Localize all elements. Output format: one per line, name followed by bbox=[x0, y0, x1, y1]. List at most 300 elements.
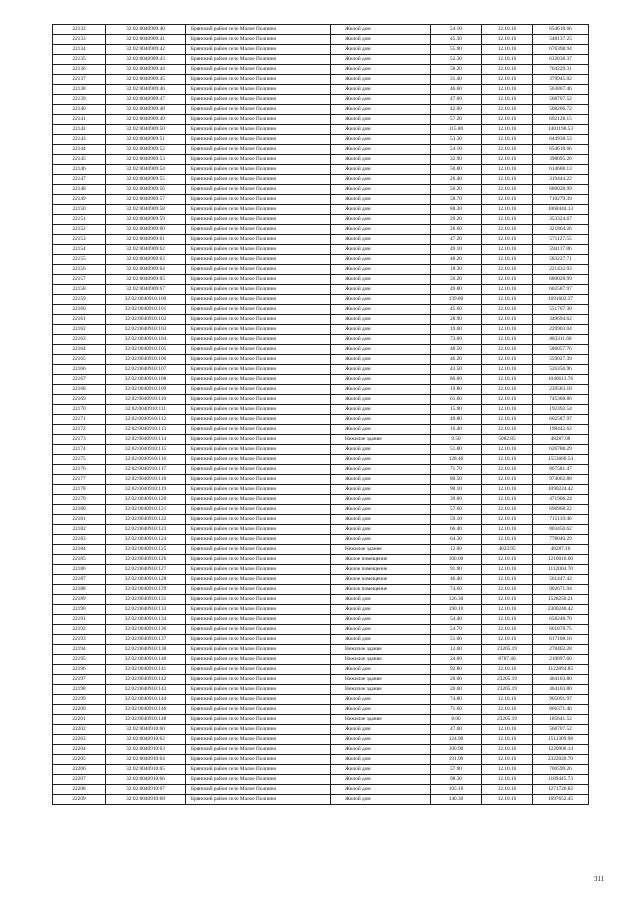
cell-cadastral-value: 349694.62 bbox=[533, 315, 589, 325]
cell-row-number: 22202 bbox=[53, 725, 106, 735]
cell-row-number: 22193 bbox=[53, 635, 106, 645]
cell-row-number: 22149 bbox=[53, 195, 106, 205]
cell-row-number: 22142 bbox=[53, 125, 106, 135]
cell-rate: 12.10.16 bbox=[482, 115, 533, 125]
cell-address: Брянский район село Малое Полпино bbox=[186, 95, 331, 105]
cell-row-number: 22157 bbox=[53, 275, 106, 285]
cell-cadastral-number: 32:02:0040909:45 bbox=[106, 75, 186, 85]
cell-cadastral-value: 704229.31 bbox=[533, 65, 589, 75]
table-row bbox=[53, 795, 589, 805]
cell-area: 74.60 bbox=[431, 585, 482, 595]
cell-address: Брянский район село Малое Полпино bbox=[186, 575, 331, 585]
cell-area: 190.10 bbox=[431, 605, 482, 615]
cell-rate: 12.10.16 bbox=[482, 95, 533, 105]
cell-cadastral-number: 32:02:0040910:114 bbox=[106, 435, 186, 445]
cell-rate: 12.10.16 bbox=[482, 345, 533, 355]
table-row bbox=[53, 575, 589, 585]
cell-address: Брянский район село Малое Полпино bbox=[186, 425, 331, 435]
cell-rate: 12.10.16 bbox=[482, 125, 533, 135]
cell-address: Брянский район село Малое Полпино bbox=[186, 205, 331, 215]
cell-area: 16.40 bbox=[431, 425, 482, 435]
table-row bbox=[53, 245, 589, 255]
cell-object-type: Жилой дом bbox=[331, 705, 431, 715]
cell-cadastral-number: 32:02:0040910:125 bbox=[106, 545, 186, 555]
table-row bbox=[53, 585, 589, 595]
cell-area: 139.80 bbox=[431, 295, 482, 305]
cell-object-type: Жилой дом bbox=[331, 325, 431, 335]
cell-row-number: 22139 bbox=[53, 95, 106, 105]
cell-cadastral-number: 32:02:0040910:128 bbox=[106, 575, 186, 585]
cell-cadastral-number: 32:02:0040909:51 bbox=[106, 135, 186, 145]
cell-address: Брянский район село Малое Полпино bbox=[186, 335, 331, 345]
cell-rate: 12.10.16 bbox=[482, 765, 533, 775]
cell-object-type: Жилой дом bbox=[331, 135, 431, 145]
cell-cadastral-value: 526356.96 bbox=[533, 365, 589, 375]
cell-object-type: Жилой дом bbox=[331, 35, 431, 45]
cell-object-type: Жилой дом bbox=[331, 345, 431, 355]
cell-cadastral-value: 210897.60 bbox=[533, 655, 589, 665]
cell-rate: 12.10.16 bbox=[482, 515, 533, 525]
cell-address: Брянский район село Малое Полпино bbox=[186, 585, 331, 595]
cell-rate: 4023.95 bbox=[482, 545, 533, 555]
cell-address: Брянский район село Малое Полпино bbox=[186, 695, 331, 705]
table-row bbox=[53, 345, 589, 355]
cell-area: 20.00 bbox=[431, 685, 482, 695]
cell-area: 51.80 bbox=[431, 445, 482, 455]
table-row bbox=[53, 65, 589, 75]
cell-cadastral-value: 867581.47 bbox=[533, 465, 589, 475]
cell-cadastral-value: 654618.66 bbox=[533, 25, 589, 35]
cell-row-number: 22206 bbox=[53, 765, 106, 775]
cell-rate: 23205.19 bbox=[482, 685, 533, 695]
cell-cadastral-value: 654618.66 bbox=[533, 145, 589, 155]
cell-rate: 5082.85 bbox=[482, 435, 533, 445]
cell-area: 47.20 bbox=[431, 235, 482, 245]
cell-cadastral-value: 563867.46 bbox=[533, 85, 589, 95]
cell-object-type: Жилой дом bbox=[331, 525, 431, 535]
cell-rate: 12.10.16 bbox=[482, 775, 533, 785]
cell-cadastral-value: 571127.55 bbox=[533, 235, 589, 245]
cell-cadastral-number: 32:02:0040910:142 bbox=[106, 675, 186, 685]
cell-cadastral-number: 32:02:0040909:49 bbox=[106, 115, 186, 125]
cell-cadastral-value: 221432.93 bbox=[533, 265, 589, 275]
cell-address: Брянский район село Малое Полпино bbox=[186, 105, 331, 115]
table-row bbox=[53, 355, 589, 365]
cell-cadastral-number: 32:02:0040910:111 bbox=[106, 405, 186, 415]
cell-object-type: Нежилое здание bbox=[331, 715, 431, 725]
cell-object-type: Жилой дом bbox=[331, 155, 431, 165]
cell-cadastral-number: 32:02:0040910:103 bbox=[106, 325, 186, 335]
table-row bbox=[53, 775, 589, 785]
cell-cadastral-value: 614688.13 bbox=[533, 165, 589, 175]
cell-cadastral-value: 1697652.45 bbox=[533, 795, 589, 805]
cell-cadastral-number: 32:02:0040909:44 bbox=[106, 65, 186, 75]
cell-object-type: Жилой дом bbox=[331, 665, 431, 675]
table-row bbox=[53, 745, 589, 755]
table-row bbox=[53, 45, 589, 55]
cell-object-type: Жилой дом bbox=[331, 355, 431, 365]
cell-row-number: 22145 bbox=[53, 155, 106, 165]
cell-row-number: 22144 bbox=[53, 145, 106, 155]
cell-cadastral-number: 32:02:0040909:46 bbox=[106, 85, 186, 95]
cell-row-number: 22185 bbox=[53, 555, 106, 565]
cell-rate: 12.10.16 bbox=[482, 495, 533, 505]
cell-area: 55.90 bbox=[431, 45, 482, 55]
cell-cadastral-value: 198442.62 bbox=[533, 425, 589, 435]
cell-area: 26.40 bbox=[431, 175, 482, 185]
table-row bbox=[53, 655, 589, 665]
cell-object-type: Жилой дом bbox=[331, 415, 431, 425]
cell-address: Брянский район село Малое Полпино bbox=[186, 25, 331, 35]
table-row bbox=[53, 85, 589, 95]
cell-area: 20.00 bbox=[431, 675, 482, 685]
cell-cadastral-value: 902671.94 bbox=[533, 585, 589, 595]
cell-area: 56.20 bbox=[431, 185, 482, 195]
cell-cadastral-value: 353324.67 bbox=[533, 215, 589, 225]
cell-cadastral-number: 32:02:0040909:54 bbox=[106, 165, 186, 175]
cell-address: Брянский район село Малое Полпино bbox=[186, 275, 331, 285]
cell-cadastral-value: 661878.75 bbox=[533, 625, 589, 635]
cell-rate: 12.10.16 bbox=[482, 335, 533, 345]
cell-row-number: 22163 bbox=[53, 335, 106, 345]
cell-cadastral-value: 745368.86 bbox=[533, 395, 589, 405]
cell-row-number: 22167 bbox=[53, 375, 106, 385]
cell-rate: 12.10.16 bbox=[482, 165, 533, 175]
cell-row-number: 22164 bbox=[53, 345, 106, 355]
cell-area: 46.20 bbox=[431, 355, 482, 365]
table-row bbox=[53, 695, 589, 705]
cell-row-number: 22200 bbox=[53, 705, 106, 715]
cell-row-number: 22154 bbox=[53, 245, 106, 255]
cell-cadastral-value: 1401198.53 bbox=[533, 125, 589, 135]
cell-object-type: Жилой дом bbox=[331, 375, 431, 385]
cell-cadastral-value: 561447.42 bbox=[533, 575, 589, 585]
cell-area: 71.70 bbox=[431, 465, 482, 475]
cell-cadastral-value: 1090224.42 bbox=[533, 485, 589, 495]
cell-row-number: 22166 bbox=[53, 365, 106, 375]
cell-row-number: 22204 bbox=[53, 745, 106, 755]
cell-address: Брянский район село Малое Полпино bbox=[186, 365, 331, 375]
cell-row-number: 22135 bbox=[53, 55, 106, 65]
cell-object-type: Жилой дом bbox=[331, 225, 431, 235]
cell-cadastral-number: 32:02:0040909:40 bbox=[106, 25, 186, 35]
cell-address: Брянский район село Малое Полпино bbox=[186, 315, 331, 325]
cell-cadastral-number: 32:02:0040910:65 bbox=[106, 765, 186, 775]
cell-cadastral-value: 559027.39 bbox=[533, 355, 589, 365]
cell-address: Брянский район село Малое Полпино bbox=[186, 615, 331, 625]
cell-object-type: Жилой дом bbox=[331, 215, 431, 225]
cell-area: 73.00 bbox=[431, 335, 482, 345]
cell-cadastral-value: 680028.99 bbox=[533, 185, 589, 195]
cell-area: 90.10 bbox=[431, 485, 482, 495]
table-row bbox=[53, 185, 589, 195]
cell-area: 86.00 bbox=[431, 375, 482, 385]
cell-object-type: Нежилое здание bbox=[331, 545, 431, 555]
cell-cadastral-number: 32:02:0040909:65 bbox=[106, 275, 186, 285]
cell-cadastral-number: 32:02:0040910:63 bbox=[106, 745, 186, 755]
cell-row-number: 22140 bbox=[53, 105, 106, 115]
cell-area: 124.90 bbox=[431, 735, 482, 745]
cell-row-number: 22209 bbox=[53, 795, 106, 805]
cell-object-type: Жилой дом bbox=[331, 65, 431, 75]
cell-row-number: 22196 bbox=[53, 665, 106, 675]
cell-cadastral-number: 32:02:0040910:146 bbox=[106, 705, 186, 715]
cell-row-number: 22175 bbox=[53, 455, 106, 465]
table-row bbox=[53, 545, 589, 555]
cell-row-number: 22147 bbox=[53, 175, 106, 185]
cell-cadastral-number: 32:02:0040910:105 bbox=[106, 345, 186, 355]
cell-address: Брянский район село Малое Полпино bbox=[186, 795, 331, 805]
cell-cadastral-number: 32:02:0040910:66 bbox=[106, 775, 186, 785]
table-row bbox=[53, 145, 589, 155]
cell-row-number: 22181 bbox=[53, 515, 106, 525]
cell-area: 64.30 bbox=[431, 535, 482, 545]
cell-area: 45.30 bbox=[431, 35, 482, 45]
cell-object-type: Жилой дом bbox=[331, 285, 431, 295]
cell-object-type: Жилой дом bbox=[331, 505, 431, 515]
cell-area: 57.90 bbox=[431, 765, 482, 775]
cell-cadastral-value: 398095.26 bbox=[533, 155, 589, 165]
cell-address: Брянский район село Малое Полпино bbox=[186, 635, 331, 645]
cell-object-type: Жилой дом bbox=[331, 85, 431, 95]
cell-cadastral-number: 32:02:0040909:52 bbox=[106, 145, 186, 155]
table-row bbox=[53, 535, 589, 545]
cell-cadastral-value: 1122894.85 bbox=[533, 665, 589, 675]
cell-rate: 12.10.16 bbox=[482, 425, 533, 435]
cell-cadastral-number: 32:02:0040910:64 bbox=[106, 755, 186, 765]
cell-object-type: Жилой дом bbox=[331, 195, 431, 205]
cell-object-type: Жилой дом bbox=[331, 495, 431, 505]
cell-row-number: 22137 bbox=[53, 75, 106, 85]
cell-cadastral-value: 1553660.54 bbox=[533, 455, 589, 465]
cell-row-number: 22156 bbox=[53, 265, 106, 275]
cell-rate: 12.10.16 bbox=[482, 575, 533, 585]
cell-object-type: Жилой дом bbox=[331, 165, 431, 175]
cell-area: 58.20 bbox=[431, 65, 482, 75]
cell-cadastral-value: 278462.28 bbox=[533, 645, 589, 655]
cell-cadastral-number: 32:02:0040910:141 bbox=[106, 665, 186, 675]
cell-area: 49.10 bbox=[431, 245, 482, 255]
cell-rate: 12.10.16 bbox=[482, 785, 533, 795]
cell-cadastral-number: 32:02:0040909:62 bbox=[106, 245, 186, 255]
cell-object-type: Жилой дом bbox=[331, 55, 431, 65]
cell-object-type: Жилой дом bbox=[331, 265, 431, 275]
cell-area: 71.60 bbox=[431, 705, 482, 715]
cell-rate: 12.10.16 bbox=[482, 85, 533, 95]
table-row bbox=[53, 105, 589, 115]
cell-cadastral-number: 32:02:0040909:53 bbox=[106, 155, 186, 165]
cell-row-number: 22152 bbox=[53, 225, 106, 235]
cell-cadastral-number: 32:02:0040910:127 bbox=[106, 565, 186, 575]
table-row bbox=[53, 595, 589, 605]
cell-object-type: Жилой дом bbox=[331, 775, 431, 785]
cell-cadastral-value: 471906.24 bbox=[533, 495, 589, 505]
cell-address: Брянский район село Малое Полпино bbox=[186, 405, 331, 415]
cell-cadastral-value: 696968.22 bbox=[533, 505, 589, 515]
cell-cadastral-value: 974062.88 bbox=[533, 475, 589, 485]
cell-area: 92.80 bbox=[431, 665, 482, 675]
cell-cadastral-number: 32:02:0040910:126 bbox=[106, 555, 186, 565]
cell-rate: 12.10.16 bbox=[482, 485, 533, 495]
cell-cadastral-number: 32:02:0040910:134 bbox=[106, 615, 186, 625]
cell-row-number: 22176 bbox=[53, 465, 106, 475]
cell-address: Брянский район село Малое Полпино bbox=[186, 775, 331, 785]
cell-address: Брянский район село Малое Полпино bbox=[186, 155, 331, 165]
cell-object-type: Жилой дом bbox=[331, 605, 431, 615]
cell-row-number: 22136 bbox=[53, 65, 106, 75]
cell-cadastral-number: 32:02:0040910:129 bbox=[106, 585, 186, 595]
table-row bbox=[53, 375, 589, 385]
table-row bbox=[53, 165, 589, 175]
cell-address: Брянский район село Малое Полпино bbox=[186, 685, 331, 695]
table-row bbox=[53, 525, 589, 535]
cell-cadastral-number: 32:02:0040910:107 bbox=[106, 365, 186, 375]
cell-rate: 12.10.16 bbox=[482, 195, 533, 205]
cell-row-number: 22134 bbox=[53, 45, 106, 55]
cell-area: 18.30 bbox=[431, 265, 482, 275]
cell-cadastral-number: 32:02:0040909:43 bbox=[106, 55, 186, 65]
cell-cadastral-value: 1189445.73 bbox=[533, 775, 589, 785]
cell-row-number: 22160 bbox=[53, 305, 106, 315]
cell-object-type: Жилой дом bbox=[331, 105, 431, 115]
cell-rate: 12.10.16 bbox=[482, 605, 533, 615]
cell-address: Брянский район село Малое Полпино bbox=[186, 255, 331, 265]
cell-address: Брянский район село Малое Полпино bbox=[186, 195, 331, 205]
cell-object-type: Нежилое здание bbox=[331, 675, 431, 685]
cell-area: 61.60 bbox=[431, 395, 482, 405]
table-row bbox=[53, 645, 589, 655]
cell-rate: 12.10.16 bbox=[482, 35, 533, 45]
cell-cadastral-number: 32:02:0040910:102 bbox=[106, 315, 186, 325]
cell-cadastral-value: 2322020.70 bbox=[533, 755, 589, 765]
cell-cadastral-value: 594117.86 bbox=[533, 245, 589, 255]
cell-address: Брянский район село Малое Полпино bbox=[186, 485, 331, 495]
cell-cadastral-value: 321864.26 bbox=[533, 225, 589, 235]
cell-object-type: Жилой дом bbox=[331, 115, 431, 125]
cell-address: Брянский район село Малое Полпино bbox=[186, 125, 331, 135]
cell-row-number: 22177 bbox=[53, 475, 106, 485]
cell-cadastral-value: 602587.97 bbox=[533, 415, 589, 425]
cell-object-type: Жилой дом bbox=[331, 245, 431, 255]
cell-area: 54.40 bbox=[431, 615, 482, 625]
cell-rate: 12.10.16 bbox=[482, 385, 533, 395]
cell-area: 8.00 bbox=[431, 715, 482, 725]
cell-rate: 12.10.16 bbox=[482, 75, 533, 85]
cell-object-type: Жилой дом bbox=[331, 735, 431, 745]
cell-address: Брянский район село Малое Полпино bbox=[186, 595, 331, 605]
cell-cadastral-number: 32:02:0040909:41 bbox=[106, 35, 186, 45]
cell-cadastral-value: 239583.18 bbox=[533, 385, 589, 395]
cell-area: 46.60 bbox=[431, 85, 482, 95]
table-row bbox=[53, 205, 589, 215]
cell-address: Брянский район село Малое Полпино bbox=[186, 355, 331, 365]
cell-cadastral-number: 32:02:0040909:56 bbox=[106, 185, 186, 195]
cell-row-number: 22194 bbox=[53, 645, 106, 655]
table-row bbox=[53, 465, 589, 475]
cell-object-type: Нежилое здание bbox=[331, 435, 431, 445]
cell-cadastral-number: 32:02:0040910:101 bbox=[106, 305, 186, 315]
cell-row-number: 22192 bbox=[53, 625, 106, 635]
cell-row-number: 22184 bbox=[53, 545, 106, 555]
cell-cadastral-value: 676398.94 bbox=[533, 45, 589, 55]
cell-address: Брянский район село Малое Полпино bbox=[186, 325, 331, 335]
cell-area: 46.40 bbox=[431, 575, 482, 585]
cell-cadastral-number: 32:02:0040910:60 bbox=[106, 725, 186, 735]
cell-address: Брянский район село Малое Полпино bbox=[186, 455, 331, 465]
cell-object-type: Жилой дом bbox=[331, 365, 431, 375]
cell-address: Брянский район село Малое Полпино bbox=[186, 175, 331, 185]
cell-row-number: 22201 bbox=[53, 715, 106, 725]
cell-area: 48.50 bbox=[431, 345, 482, 355]
cell-cadastral-value: 568707.52 bbox=[533, 95, 589, 105]
cell-rate: 12.10.16 bbox=[482, 145, 533, 155]
cell-cadastral-number: 32:02:0040910:113 bbox=[106, 425, 186, 435]
cell-cadastral-value: 551767.30 bbox=[533, 305, 589, 315]
cell-object-type: Жилой дом bbox=[331, 455, 431, 465]
registry-table bbox=[52, 24, 589, 805]
cell-cadastral-number: 32:02:0040909:42 bbox=[106, 45, 186, 55]
cell-row-number: 22165 bbox=[53, 355, 106, 365]
table-row bbox=[53, 255, 589, 265]
cell-rate: 12.10.16 bbox=[482, 395, 533, 405]
cell-address: Брянский район село Малое Полпино bbox=[186, 435, 331, 445]
cell-rate: 12.10.16 bbox=[482, 475, 533, 485]
cell-row-number: 22148 bbox=[53, 185, 106, 195]
cell-object-type: Жилой дом bbox=[331, 125, 431, 135]
cell-rate: 12.10.16 bbox=[482, 315, 533, 325]
cell-cadastral-number: 32:02:0040909:48 bbox=[106, 105, 186, 115]
cell-object-type: Жилой дом bbox=[331, 755, 431, 765]
cell-object-type: Жилой дом bbox=[331, 205, 431, 215]
cell-rate: 12.10.16 bbox=[482, 175, 533, 185]
cell-row-number: 22186 bbox=[53, 565, 106, 575]
table-row bbox=[53, 475, 589, 485]
cell-cadastral-value: 319444.22 bbox=[533, 175, 589, 185]
cell-rate: 12.10.16 bbox=[482, 405, 533, 415]
cell-object-type: Жилой дом bbox=[331, 175, 431, 185]
cell-object-type: Жилой дом bbox=[331, 335, 431, 345]
cell-rate: 12.10.16 bbox=[482, 375, 533, 385]
cell-rate: 12.10.16 bbox=[482, 615, 533, 625]
registry-table-body bbox=[53, 25, 589, 805]
cell-area: 54.10 bbox=[431, 145, 482, 155]
cell-cadastral-number: 32:02:0040910:140 bbox=[106, 655, 186, 665]
cell-cadastral-number: 32:02:0040910:116 bbox=[106, 455, 186, 465]
cell-cadastral-number: 32:02:0040910:112 bbox=[106, 415, 186, 425]
cell-address: Брянский район село Малое Полпино bbox=[186, 305, 331, 315]
cell-cadastral-value: 1220906.14 bbox=[533, 745, 589, 755]
table-row bbox=[53, 415, 589, 425]
cell-row-number: 22199 bbox=[53, 695, 106, 705]
cell-address: Брянский район село Малое Полпино bbox=[186, 565, 331, 575]
cell-address: Брянский район село Малое Полпино bbox=[186, 535, 331, 545]
cell-row-number: 22179 bbox=[53, 495, 106, 505]
cell-row-number: 22191 bbox=[53, 615, 106, 625]
cell-cadastral-value: 700599.26 bbox=[533, 765, 589, 775]
cell-cadastral-value: 1210016.00 bbox=[533, 555, 589, 565]
cell-cadastral-value: 379945.02 bbox=[533, 75, 589, 85]
cell-cadastral-number: 32:02:0040909:63 bbox=[106, 255, 186, 265]
cell-address: Брянский район село Малое Полпино bbox=[186, 375, 331, 385]
cell-object-type: Жилой дом bbox=[331, 95, 431, 105]
cell-cadastral-number: 32:02:0040910:124 bbox=[106, 535, 186, 545]
cell-cadastral-value: 192392.54 bbox=[533, 405, 589, 415]
cell-area: 74.80 bbox=[431, 695, 482, 705]
cell-area: 47.00 bbox=[431, 95, 482, 105]
cell-area: 32.90 bbox=[431, 155, 482, 165]
cell-rate: 12.10.16 bbox=[482, 65, 533, 75]
cell-row-number: 22158 bbox=[53, 285, 106, 295]
